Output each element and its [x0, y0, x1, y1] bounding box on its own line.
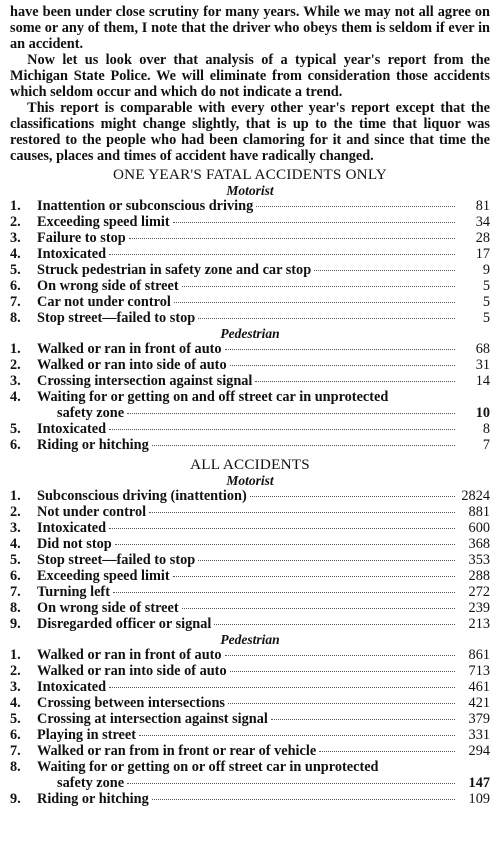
list-item: [10, 600, 490, 616]
item-count: 353: [468, 552, 490, 568]
dot-leader: [230, 365, 455, 366]
item-count: 14: [475, 373, 490, 389]
item-label: Exceeding speed limit: [37, 214, 170, 230]
all-pedestrian-heading: Pedestrian: [220, 632, 280, 647]
dot-leader: [127, 413, 455, 414]
dot-leader: [127, 783, 455, 784]
item-label: Riding or hitching: [37, 437, 149, 453]
item-label: Inattention or subconscious driving: [37, 198, 254, 214]
item-number: 6.: [10, 437, 21, 453]
list-item: [10, 198, 490, 214]
list-item: [10, 759, 490, 791]
item-count: 288: [468, 568, 490, 584]
dot-leader: [129, 238, 455, 239]
fatal-pedestrian-heading: Pedestrian: [220, 326, 280, 341]
dot-leader: [109, 687, 455, 688]
list-item: [10, 389, 490, 421]
item-count: 272: [468, 584, 490, 600]
list-item: [10, 695, 490, 711]
list-item: [10, 230, 490, 246]
item-count: 28: [475, 230, 490, 246]
all-motorist-heading: Motorist: [226, 473, 274, 488]
list-item: [10, 568, 490, 584]
item-label: Walked or ran from in front or rear of vehicle: [37, 743, 317, 759]
item-number: 8.: [10, 759, 21, 775]
dot-leader: [256, 206, 455, 207]
fatal-motorist-list: [10, 198, 490, 326]
list-item: [10, 520, 490, 536]
list-item: [10, 679, 490, 695]
dot-leader: [255, 381, 455, 382]
document-page: [10, 0, 490, 807]
item-count: 10: [475, 405, 490, 421]
item-number: 3.: [10, 520, 21, 536]
dot-leader: [109, 528, 455, 529]
item-count: 9: [482, 262, 490, 278]
item-label: Subconscious driving (inattention): [37, 488, 247, 504]
item-count: 34: [475, 214, 490, 230]
item-label: Intoxicated: [37, 679, 107, 695]
item-number: 2.: [10, 214, 21, 230]
dot-leader: [230, 671, 455, 672]
item-number: 6.: [10, 568, 21, 584]
item-number: 7.: [10, 294, 21, 310]
item-count: 294: [468, 743, 490, 759]
item-label: Stop street—failed to stop: [37, 552, 196, 568]
item-label: Waiting for or getting on or off street car in unprotected: [37, 759, 379, 775]
intro-paragraph-1: have been under close scrutiny for many years. While we may not all agree on some or any of them, I note that the driver who obeys them is seldom if ever in an accident.: [10, 4, 490, 52]
item-label: Intoxicated: [37, 520, 107, 536]
item-label: Walked or ran in front of auto: [37, 341, 222, 357]
item-label: Crossing intersection against signal: [37, 373, 253, 389]
item-label-continuation: [37, 405, 490, 421]
item-number: 2.: [10, 663, 21, 679]
dot-leader: [109, 429, 455, 430]
item-label-line-2: safety zone: [57, 405, 125, 421]
item-label: Walked or ran into side of auto: [37, 663, 227, 679]
item-count: 379: [468, 711, 490, 727]
list-item: [10, 647, 490, 663]
item-count: 368: [468, 536, 490, 552]
item-label: Riding or hitching: [37, 791, 149, 807]
list-item: [10, 421, 490, 437]
item-number: 8.: [10, 310, 21, 326]
list-item: [10, 310, 490, 326]
item-label: Walked or ran into side of auto: [37, 357, 227, 373]
item-label: Walked or ran in front of auto: [37, 647, 222, 663]
fatal-motorist-heading: Motorist: [226, 183, 274, 198]
item-label: Car not under control: [37, 294, 171, 310]
intro-paragraph-3: This report is comparable with every other year's report except that the classifications might change slightly, that is up to the time that liquor was restored to the people who had been clamoring for it and since that time the causes, places and times of accident have radically changed.: [10, 100, 490, 164]
all-accidents-title: ALL ACCIDENTS: [190, 456, 310, 473]
item-number: 7.: [10, 743, 21, 759]
item-count: 5: [482, 310, 490, 326]
list-item: [10, 373, 490, 389]
fatal-pedestrian-list: [10, 341, 490, 453]
item-label: Intoxicated: [37, 421, 107, 437]
item-label-block: [37, 759, 490, 791]
dot-leader: [115, 544, 455, 545]
list-item: [10, 262, 490, 278]
list-item: [10, 488, 490, 504]
list-item: [10, 504, 490, 520]
item-label: On wrong side of street: [37, 278, 179, 294]
item-number: 2.: [10, 357, 21, 373]
list-item: [10, 711, 490, 727]
list-item: [10, 616, 490, 632]
item-label: Disregarded officer or signal: [37, 616, 212, 632]
all-pedestrian-list: [10, 647, 490, 807]
item-number: 1.: [10, 647, 21, 663]
item-number: 6.: [10, 278, 21, 294]
item-number: 3.: [10, 373, 21, 389]
list-item: [10, 791, 490, 807]
item-label: Failure to stop: [37, 230, 126, 246]
list-item: [10, 552, 490, 568]
fatal-accidents-title: ONE YEAR'S FATAL ACCIDENTS ONLY: [113, 166, 387, 183]
item-number: 5.: [10, 262, 21, 278]
item-number: 5.: [10, 421, 21, 437]
item-number: 1.: [10, 488, 21, 504]
item-count: 147: [468, 775, 490, 791]
dot-leader: [152, 799, 455, 800]
intro-paragraph-2: Now let us look over that analysis of a typical year's report from the Michigan State Police. We will eliminate from consideration those accidents which seldom occur and which do not indicate a trend.: [10, 52, 490, 100]
item-label: Crossing between intersections: [37, 695, 225, 711]
item-label: Exceeding speed limit: [37, 568, 170, 584]
list-item: [10, 294, 490, 310]
list-item: [10, 278, 490, 294]
item-label: Waiting for or getting on and off street car in unprotected: [37, 389, 389, 405]
item-number: 9.: [10, 791, 21, 807]
item-count: 239: [468, 600, 490, 616]
item-count: 713: [468, 663, 490, 679]
dot-leader: [139, 735, 455, 736]
item-count: 2824: [461, 488, 490, 504]
item-number: 4.: [10, 536, 21, 552]
item-number: 2.: [10, 504, 21, 520]
item-count: 109: [468, 791, 490, 807]
item-label: Playing in street: [37, 727, 137, 743]
item-count: 600: [468, 520, 490, 536]
dot-leader: [152, 445, 455, 446]
item-count: 5: [482, 278, 490, 294]
item-number: 3.: [10, 679, 21, 695]
dot-leader: [173, 222, 455, 223]
item-label: Stop street—failed to stop: [37, 310, 196, 326]
dot-leader: [182, 608, 455, 609]
dot-leader: [149, 512, 455, 513]
item-count: 17: [475, 246, 490, 262]
item-number: 5.: [10, 552, 21, 568]
item-label-block: [37, 389, 490, 421]
item-label-line-2: safety zone: [57, 775, 125, 791]
item-number: 3.: [10, 230, 21, 246]
item-number: 4.: [10, 246, 21, 262]
list-item: [10, 663, 490, 679]
list-item: [10, 214, 490, 230]
item-count: 5: [482, 294, 490, 310]
item-count: 461: [468, 679, 490, 695]
dot-leader: [113, 592, 455, 593]
dot-leader: [225, 349, 455, 350]
item-number: 6.: [10, 727, 21, 743]
dot-leader: [182, 286, 455, 287]
dot-leader: [198, 318, 455, 319]
item-number: 7.: [10, 584, 21, 600]
item-count: 861: [468, 647, 490, 663]
item-label: Struck pedestrian in safety zone and car stop: [37, 262, 312, 278]
list-item: [10, 743, 490, 759]
item-label: Not under control: [37, 504, 147, 520]
item-label-continuation: [37, 775, 490, 791]
dot-leader: [173, 576, 455, 577]
list-item: [10, 437, 490, 453]
item-label: On wrong side of street: [37, 600, 179, 616]
list-item: [10, 584, 490, 600]
dot-leader: [225, 655, 455, 656]
dot-leader: [319, 751, 455, 752]
list-item: [10, 536, 490, 552]
dot-leader: [214, 624, 455, 625]
item-label: Intoxicated: [37, 246, 107, 262]
item-label: Turning left: [37, 584, 110, 600]
item-count: 31: [475, 357, 490, 373]
list-item: [10, 727, 490, 743]
dot-leader: [314, 270, 455, 271]
item-count: 881: [468, 504, 490, 520]
item-count: 8: [482, 421, 490, 437]
item-number: 1.: [10, 198, 21, 214]
item-count: 7: [482, 437, 490, 453]
item-number: 8.: [10, 600, 21, 616]
item-count: 331: [468, 727, 490, 743]
list-item: [10, 357, 490, 373]
item-count: 213: [468, 616, 490, 632]
item-number: 4.: [10, 695, 21, 711]
item-count: 421: [468, 695, 490, 711]
item-number: 9.: [10, 616, 21, 632]
item-number: 4.: [10, 389, 21, 405]
item-count: 81: [475, 198, 490, 214]
item-count: 68: [475, 341, 490, 357]
dot-leader: [250, 496, 455, 497]
dot-leader: [271, 719, 455, 720]
item-label: Did not stop: [37, 536, 112, 552]
list-item: [10, 341, 490, 357]
dot-leader: [174, 302, 455, 303]
item-label: Crossing at intersection against signal: [37, 711, 268, 727]
dot-leader: [198, 560, 455, 561]
dot-leader: [109, 254, 455, 255]
item-number: 1.: [10, 341, 21, 357]
item-number: 5.: [10, 711, 21, 727]
list-item: [10, 246, 490, 262]
all-motorist-list: [10, 488, 490, 632]
dot-leader: [228, 703, 455, 704]
